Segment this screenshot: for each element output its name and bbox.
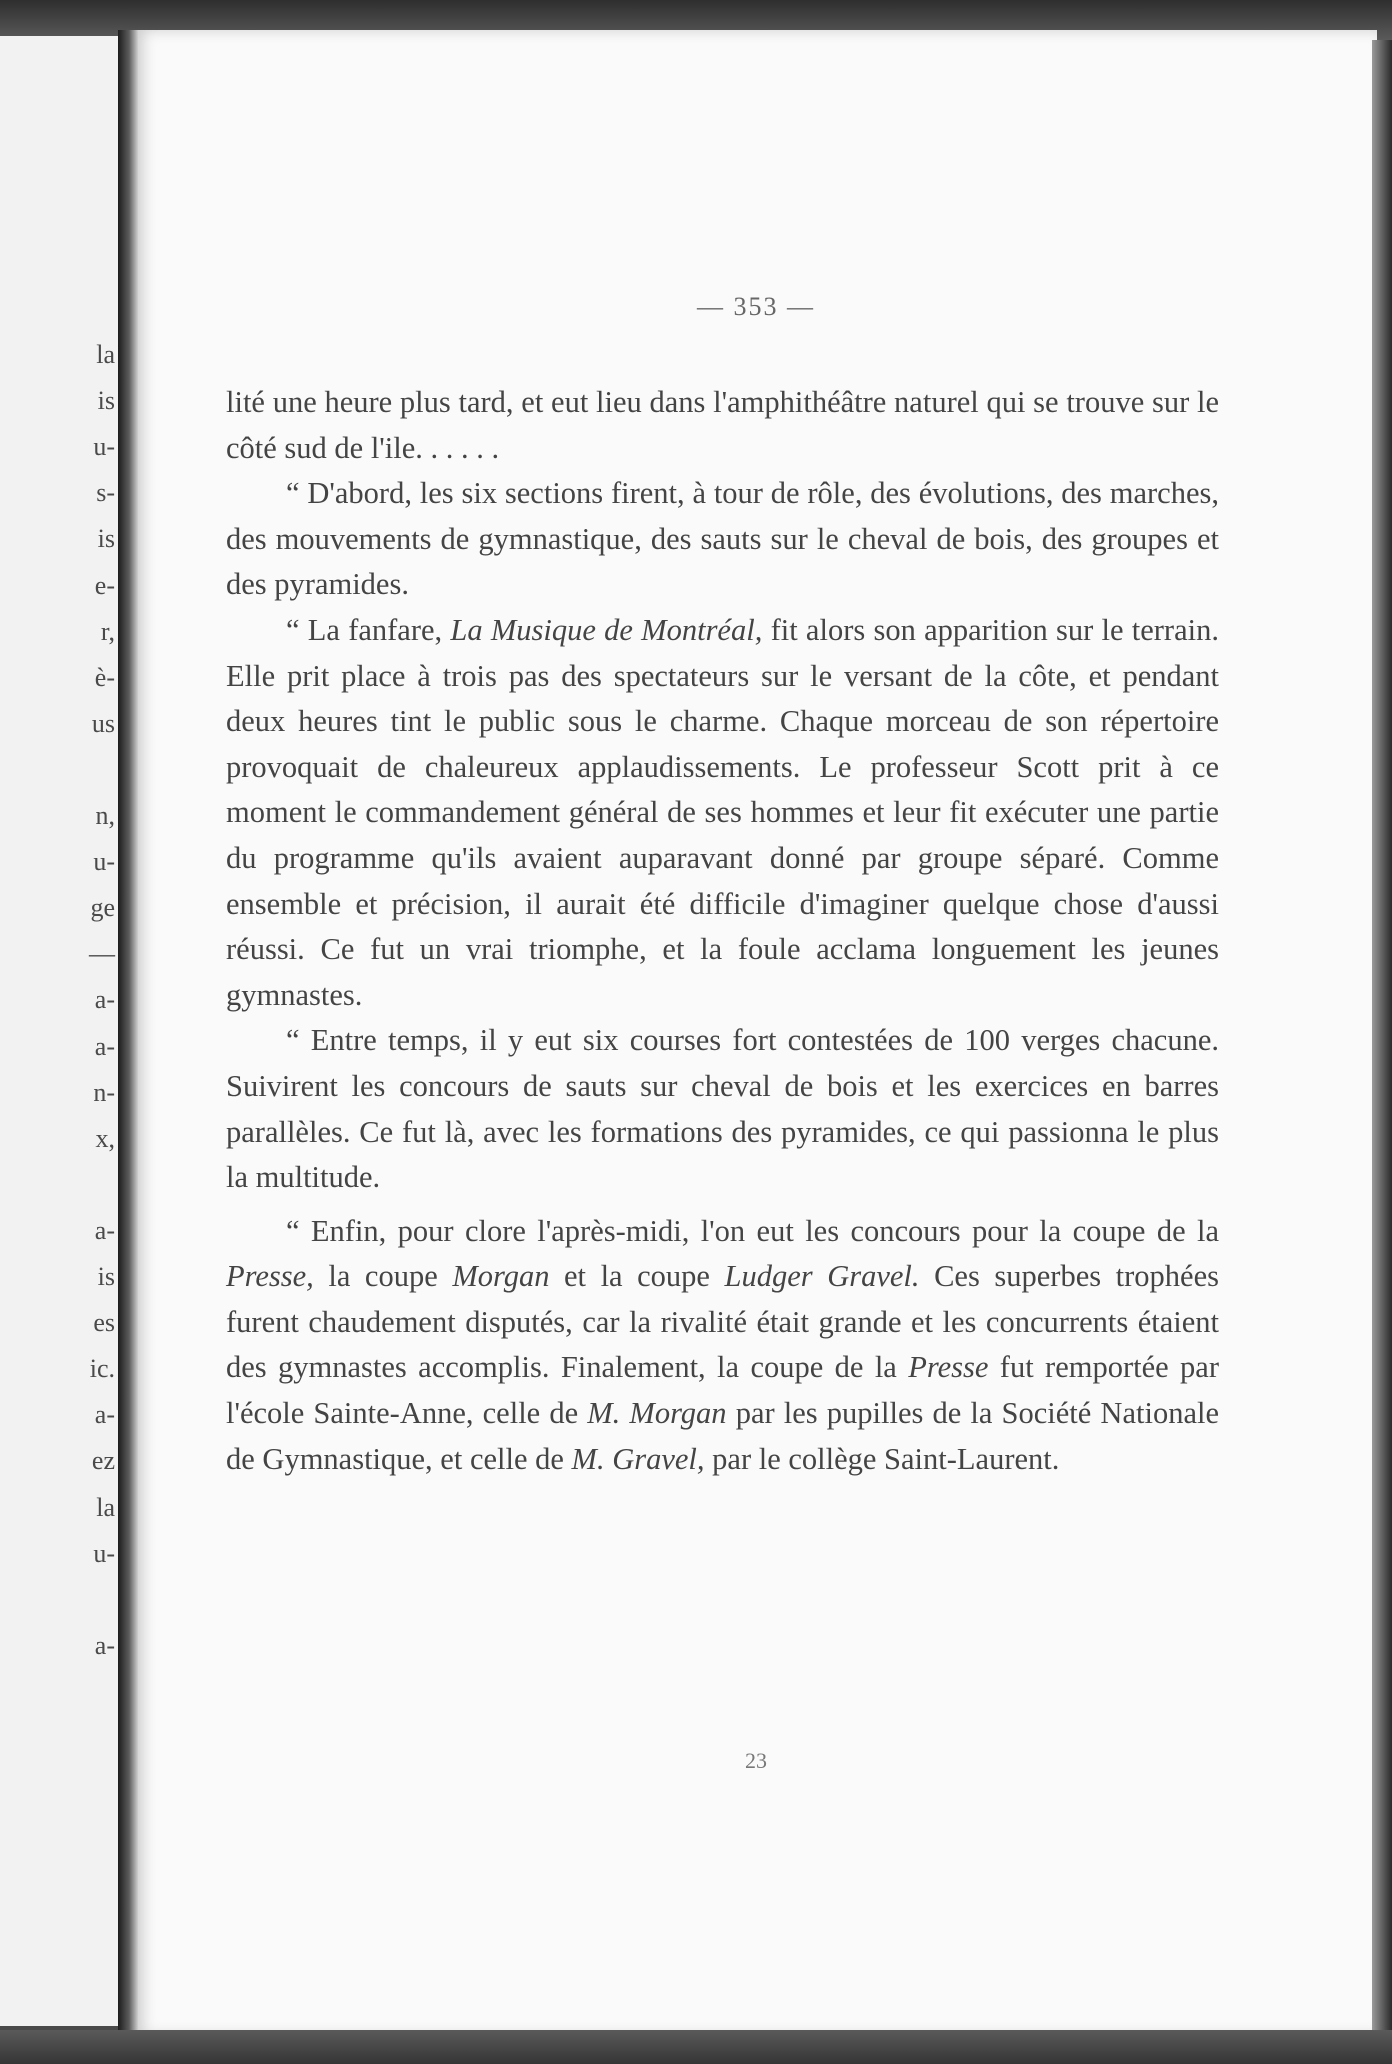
- scan-border-bottom: [0, 2030, 1392, 2064]
- facing-page-fragment: —: [89, 939, 115, 969]
- facing-page-fragment: ic.: [89, 1354, 115, 1384]
- text-run: Ces superbes trophées furent chaudement disputés, car la rivalité était grande et les concurrents étaient des gymnastes accomplis. Finalement, la coupe de la: [226, 1259, 1219, 1385]
- facing-page-fragment: è-: [94, 662, 115, 692]
- paragraph: [226, 471, 1219, 608]
- paragraph: [226, 608, 1219, 1018]
- signature-mark: 23: [745, 1748, 767, 1773]
- italic-text-run: Morgan: [452, 1259, 550, 1294]
- facing-page-fragment: a-: [94, 1400, 115, 1430]
- paragraph: [226, 380, 1219, 471]
- facing-page-fragment: is: [97, 386, 115, 416]
- facing-page-fragment: ez: [91, 1446, 115, 1476]
- book-page: [135, 30, 1377, 2035]
- text-run: par les pupilles de la Société Nationale de Gymnastique, et celle de: [226, 1396, 1219, 1476]
- facing-page-fragment: u-: [93, 1538, 115, 1568]
- facing-page-fragment: x,: [95, 1123, 115, 1153]
- text-run: fut remportée par l'école Sainte-Anne, celle de: [226, 1350, 1219, 1431]
- facing-page-fragment: es: [93, 1308, 115, 1338]
- facing-page-fragment: a-: [94, 985, 115, 1015]
- text-run: “ Enfin, pour clore l'après-midi, l'on eut les concours pour la coupe de la: [286, 1213, 1219, 1248]
- italic-text-run: La Musique de Montréal,: [450, 612, 763, 647]
- facing-page-fragment: a-: [94, 1215, 115, 1245]
- facing-page-fragment: ge: [90, 893, 115, 923]
- text-run: par le collège Saint-Laurent.: [704, 1441, 1060, 1476]
- text-run: “ D'abord, les six sections firent, à tour de rôle, des évolutions, des marches, des mouvements de gymnastique, des sauts sur le cheval de bois, des groupes et des pyramides.: [226, 476, 1219, 602]
- facing-page-fragment: e-: [94, 570, 115, 600]
- facing-page-fragment: a-: [94, 1630, 115, 1660]
- text-run: fit alors son apparition sur le terrain. Elle prit place à trois pas des spectateurs sur le versant de la côte, et pendant deux heures tint le public sous le charme. Chaque morceau de son répertoire provoquait de chaleureux applaudissements. Le professeur Scott prit à ce moment le commandement général de ses hommes et leur fit exécuter une partie du programme qu'ils avaient auparavant donné par groupe séparé. Comme ensemble et précision, il aurait été difficile d'imaginer quelque chose d'aussi réussi. Ce fut un vrai triomphe, et la foule acclama longuement les jeunes gymnastes.: [226, 612, 1219, 1012]
- facing-page-fragment: r,: [100, 616, 115, 646]
- page-edge-right: [1372, 40, 1392, 2030]
- page-body: [226, 380, 1219, 1482]
- text-run: la coupe: [313, 1259, 453, 1294]
- facing-page-fragment: u-: [93, 432, 115, 462]
- paragraph: [226, 1018, 1219, 1200]
- text-run: “ La fanfare,: [286, 612, 451, 647]
- facing-page-fragment: is: [97, 524, 115, 554]
- facing-page-fragment: a-: [94, 1031, 115, 1061]
- book-gutter: [118, 30, 138, 2030]
- facing-page-fragment: la: [96, 340, 115, 369]
- italic-text-run: Ludger Gravel.: [724, 1259, 920, 1294]
- facing-page-fragment: us: [91, 708, 115, 738]
- italic-text-run: Presse,: [226, 1259, 314, 1294]
- page-number-header: — 353 —: [697, 292, 815, 321]
- facing-page-fragment: n,: [95, 801, 115, 830]
- text-run: et la coupe: [549, 1259, 725, 1294]
- facing-page-fragment: s-: [96, 478, 115, 508]
- paragraph: [226, 1209, 1219, 1483]
- facing-page-fragment: la: [96, 1492, 115, 1522]
- text-run: “ Entre temps, il y eut six courses fort contestées de 100 verges chacune. Suivirent les concours de sauts sur cheval de bois et les exercices en barres parallèles. Ce fut là, avec les formations des pyramides, ce qui passionna le plus la multitude.: [226, 1023, 1219, 1195]
- facing-page-fragment: u-: [93, 847, 115, 877]
- italic-text-run: M. Morgan: [587, 1396, 727, 1431]
- italic-text-run: Presse: [908, 1350, 989, 1385]
- text-run: lité une heure plus tard, et eut lieu dans l'amphithéâtre naturel qui se trouve sur le côté sud de l'ile. . . . . .: [226, 385, 1219, 465]
- facing-page-fragment: is: [97, 1262, 115, 1291]
- facing-page-edge: [0, 36, 130, 2026]
- facing-page-fragment: n-: [93, 1077, 115, 1107]
- italic-text-run: M. Gravel,: [571, 1441, 705, 1476]
